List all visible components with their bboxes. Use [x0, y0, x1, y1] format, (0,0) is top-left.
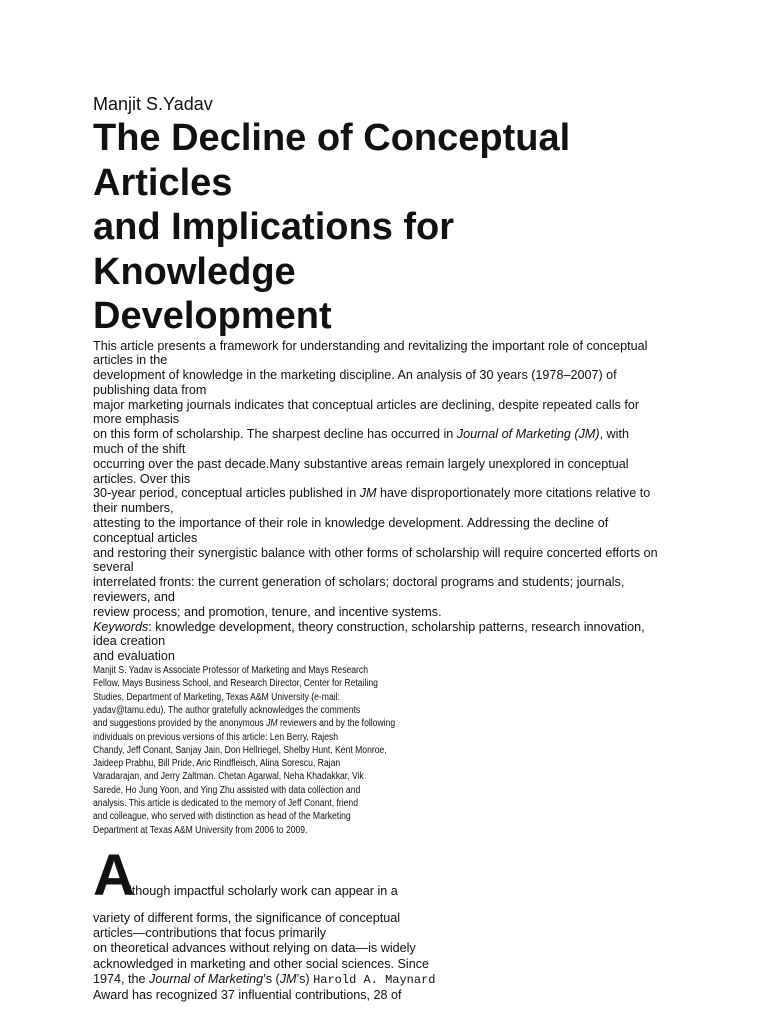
keywords-line: [93, 620, 693, 635]
abstract-text: 30-year period, conceptual articles published in: [93, 486, 360, 501]
author-name: Manjit S.Yadav: [93, 94, 213, 114]
footnote-line: Varadarajan, and Jerry Zaltman. Chetan Agarwal, Neha Khadakkar, Vik: [93, 771, 364, 783]
abstract-line: and evaluation: [93, 649, 175, 664]
footnote-line: Studies, Department of Marketing, Texas A&M University (e-mail:: [93, 691, 340, 703]
abstract-line: major marketing journals indicates that conceptual articles are declining, despite repeated calls for: [93, 397, 640, 412]
document-page: [93, 94, 693, 1003]
abstract-text: have disproportionately more citations relative to: [376, 486, 651, 501]
body-text-run: ’s (: [263, 971, 280, 986]
body-text-run: 1974, the: [93, 971, 150, 986]
opening-line: [93, 842, 693, 908]
abstract-line: idea creation: [93, 634, 166, 649]
journal-name: Journal of Marketing (JM): [456, 427, 600, 442]
abstract-line: [93, 486, 693, 501]
abstract-line: [93, 427, 693, 442]
abstract-line: occurring over the past decade.Many substantive areas remain largely unexplored in conceptual: [93, 456, 629, 471]
body-line: articles—contributions that focus primarily: [93, 926, 327, 941]
author-footnote: [93, 664, 454, 837]
body-text: [93, 842, 693, 1003]
abstract-line: conceptual articles: [93, 530, 198, 545]
body-line: [93, 972, 693, 988]
body-line: on theoretical advances without relying on data—is widely: [93, 941, 416, 956]
footnote-line: Jaideep Prabhu, Bill Pride, Aric Rindfleisch, Alina Sorescu, Rajan: [93, 758, 341, 770]
title-line: Knowledge: [93, 250, 296, 293]
body-line: variety of different forms, the significance of conceptual: [93, 910, 401, 925]
keywords-label: Keywords: [93, 619, 149, 634]
title-line: and Implications for: [93, 206, 455, 248]
abstract-line: more emphasis: [93, 412, 180, 427]
footnote-line: Manjit S. Yadav is Associate Professor of Marketing and Mays Research: [93, 665, 369, 677]
keywords-text: : knowledge development, theory construction, scholarship patterns, research innovation,: [148, 619, 645, 634]
body-line: lthough impactful scholarly work can appear in a: [129, 883, 398, 898]
abstract-text: , with: [599, 427, 629, 442]
footnote-text: reviewers and by the following: [277, 718, 396, 730]
footnote-line: and colleague, who served with distinction as head of the Marketing: [93, 811, 351, 823]
abstract-line: interrelated fronts: the current generation of scholars; doctoral programs and students; journals,: [93, 575, 625, 590]
article-title: [93, 116, 693, 339]
footnote-line: Department at Texas A&M University from 2006 to 2009.: [93, 824, 308, 836]
abstract-line: This article presents a framework for understanding and revitalizing the important role of conceptual: [93, 338, 648, 353]
journal-abbrev: JM: [359, 486, 377, 501]
abstract-text: on this form of scholarship. The sharpest decline has occurred in: [93, 427, 457, 442]
award-name: Harold A. Maynard: [313, 972, 436, 987]
abstract-line: and restoring their synergistic balance with other forms of scholarship will require concerted efforts on: [93, 545, 658, 560]
footnote-line: Chandy, Jeff Conant, Sanjay Jain, Don Hellriegel, Shelby Hunt, Kent Monroe,: [93, 744, 387, 756]
footnote-line: analysis. This article is dedicated to the memory of Jeff Conant, friend: [93, 798, 358, 809]
abstract-line: articles in the: [93, 353, 168, 368]
footnote-line: yadav@tamu.edu). The author gratefully acknowledges the comments: [93, 704, 361, 716]
footnote-line: Sarede, Ho Jung Yoon, and Ying Zhu assisted with data collection and: [93, 784, 361, 796]
body-text-run: ’s): [296, 971, 314, 986]
title-line: Articles: [93, 161, 233, 204]
title-line: Development: [93, 295, 332, 337]
abstract-line: reviewers, and: [93, 590, 175, 605]
abstract-line: attesting to the importance of their role in knowledge development. Addressing the decline of: [93, 516, 609, 531]
abstract-line: development of knowledge in the marketing discipline. An analysis of 30 years (1978–2007) of: [93, 368, 617, 383]
abstract-line: review process; and promotion, tenure, and incentive systems.: [93, 604, 442, 619]
body-line: acknowledged in marketing and other social sciences. Since: [93, 956, 430, 971]
body-line: Award has recognized 37 influential contributions, 28 of: [93, 987, 402, 1002]
journal-abbrev: JM: [266, 718, 278, 730]
footnote-line: [93, 717, 454, 730]
title-line: The Decline of Conceptual: [93, 117, 571, 159]
journal-abbrev: JM: [279, 971, 297, 986]
journal-name: Journal of Marketing: [149, 971, 264, 986]
abstract-line: much of the shift: [93, 442, 186, 457]
drop-cap: A: [93, 842, 135, 908]
abstract-line: their numbers,: [93, 501, 174, 516]
abstract-line: publishing data from: [93, 382, 207, 397]
abstract-line: several: [93, 560, 134, 575]
footnote-text: and suggestions provided by the anonymous: [93, 718, 267, 730]
abstract-line: articles. Over this: [93, 471, 191, 486]
abstract: [93, 339, 693, 665]
footnote-line: individuals on previous versions of this article: Len Berry, Rajesh: [93, 731, 339, 743]
footnote-line: Fellow, Mays Business School, and Research Director, Center for Retailing: [93, 678, 378, 690]
